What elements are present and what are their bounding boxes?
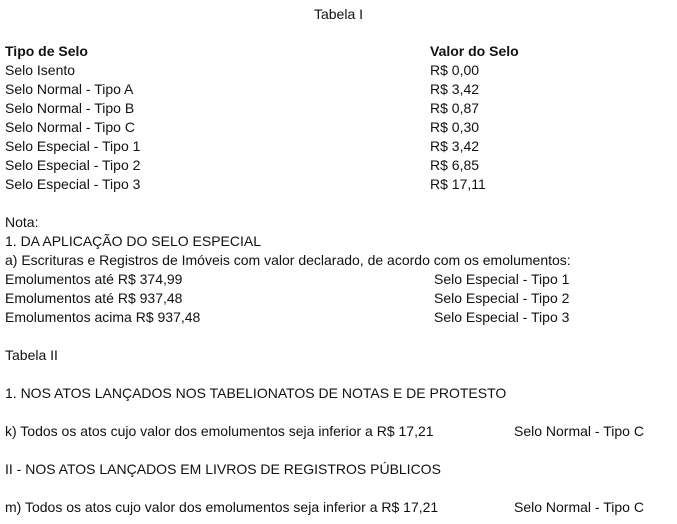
table-row-valor: R$ 0,87 [430, 100, 480, 116]
nota-section-heading: 1. DA APLICAÇÃO DO SELO ESPECIAL [5, 233, 261, 249]
table-row-valor: R$ 0,00 [430, 62, 480, 78]
header-valor-do-selo: Valor do Selo [430, 43, 519, 59]
table-row-tipo: Selo Especial - Tipo 3 [5, 176, 141, 192]
emolumentos-selo: Selo Especial - Tipo 2 [434, 290, 570, 306]
table-row-tipo: Selo Normal - Tipo C [5, 119, 135, 135]
emolumentos-faixa: Emolumentos até R$ 374,99 [5, 271, 183, 287]
tabela-2-section-registros-publicos: II - NOS ATOS LANÇADOS EM LIVROS DE REGISTROS PÚBLICOS [5, 461, 441, 477]
tabela-2-section-notas-protesto: 1. NOS ATOS LANÇADOS NOS TABELIONATOS DE NOTAS E DE PROTESTO [5, 385, 507, 401]
item-m-text: m) Todos os atos cujo valor dos emolumentos seja inferior a R$ 17,21 [5, 499, 439, 515]
emolumentos-faixa: Emolumentos acima R$ 937,48 [5, 309, 201, 325]
tabela-2-title: Tabela II [5, 347, 58, 363]
table-row-tipo: Selo Normal - Tipo A [5, 81, 134, 97]
item-k-selo: Selo Normal - Tipo C [514, 423, 644, 439]
nota-label: Nota: [5, 214, 39, 230]
table-row-tipo: Selo Especial - Tipo 1 [5, 138, 141, 154]
nota-item-a: a) Escrituras e Registros de Imóveis com valor declarado, de acordo com os emolumentos: [5, 252, 571, 268]
emolumentos-selo: Selo Especial - Tipo 3 [434, 309, 570, 325]
table-row-valor: R$ 3,42 [430, 138, 480, 154]
emolumentos-selo: Selo Especial - Tipo 1 [434, 271, 570, 287]
table-row-tipo: Selo Especial - Tipo 2 [5, 157, 141, 173]
table-row-valor: R$ 17,11 [430, 176, 486, 192]
tabela-1-title: Tabela I [313, 6, 364, 22]
emolumentos-faixa: Emolumentos até R$ 937,48 [5, 290, 183, 306]
item-k-text: k) Todos os atos cujo valor dos emolumentos seja inferior a R$ 17,21 [5, 423, 434, 439]
table-row-valor: R$ 6,85 [430, 157, 480, 173]
table-row-valor: R$ 3,42 [430, 81, 480, 97]
table-row-valor: R$ 0,30 [430, 119, 480, 135]
table-row-tipo: Selo Isento [5, 62, 76, 78]
table-row-tipo: Selo Normal - Tipo B [5, 100, 135, 116]
item-m-selo: Selo Normal - Tipo C [514, 499, 644, 515]
header-tipo-de-selo: Tipo de Selo [5, 43, 88, 59]
